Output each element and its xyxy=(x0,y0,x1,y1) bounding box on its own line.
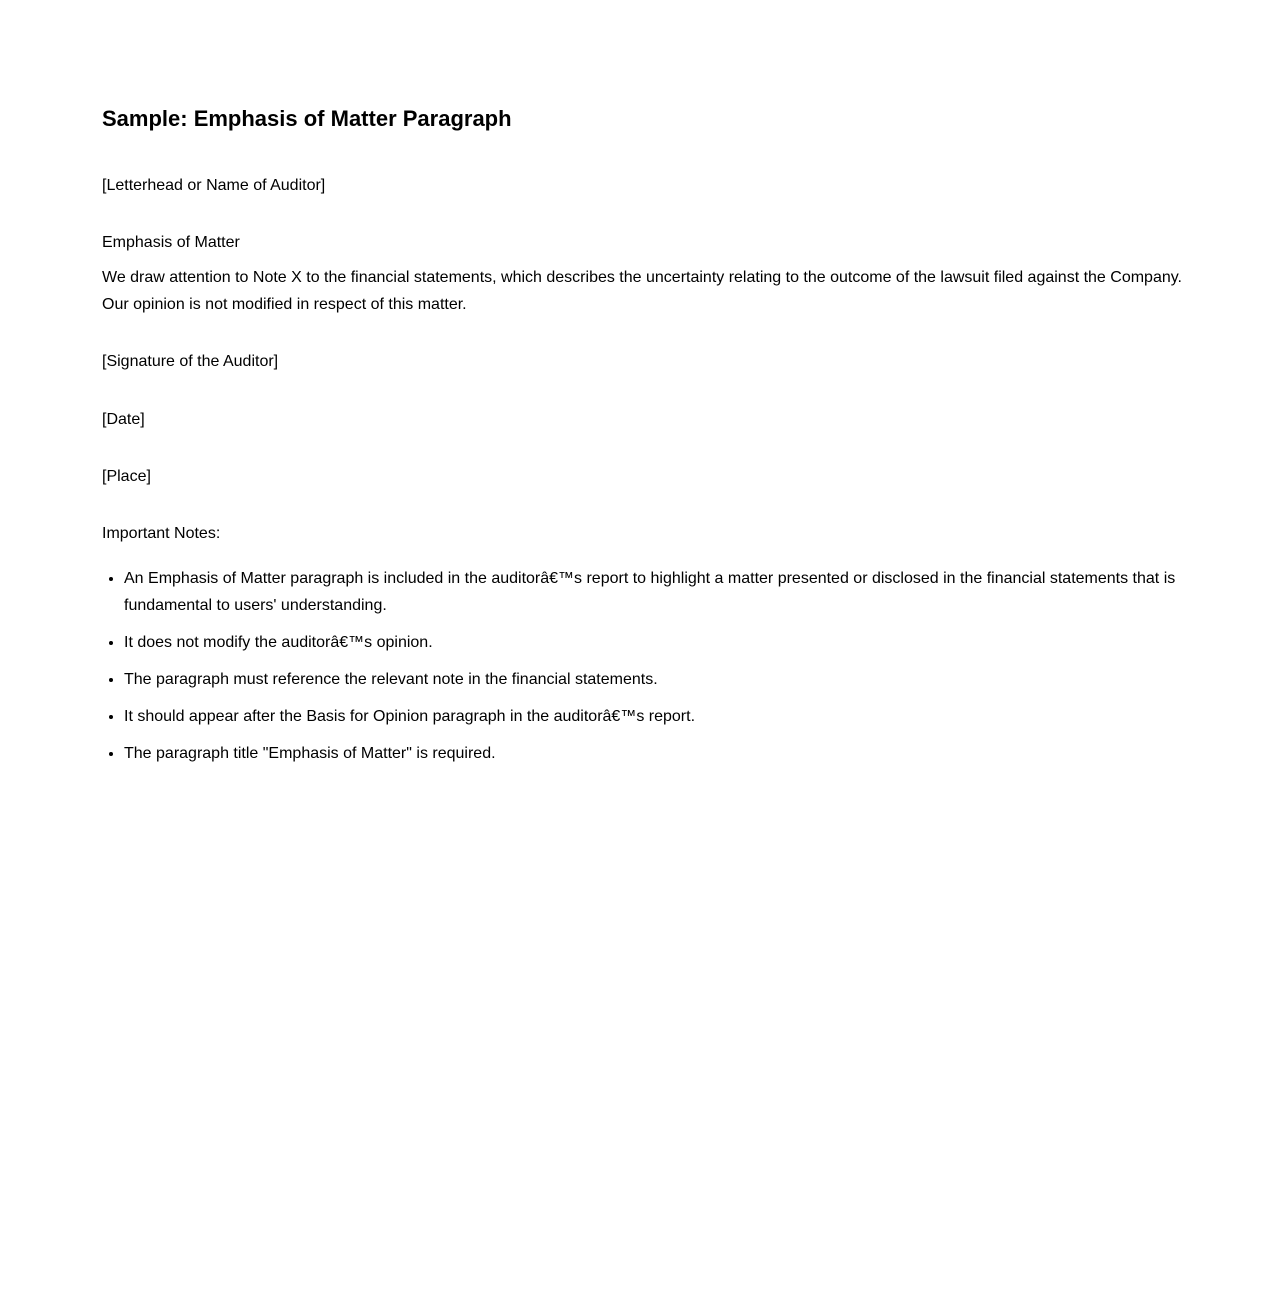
emphasis-paragraph: We draw attention to Note X to the financial statements, which describes the uncertainty relating to the outcome of the lawsuit filed against the Company. Our opinion is not modified in respect of this matter. xyxy=(102,269,1182,313)
section-heading: Emphasis of Matter xyxy=(102,234,240,251)
list-item: • It does not modify the auditorâ€™s opinion. xyxy=(124,629,1182,656)
page-title: Sample: Emphasis of Matter Paragraph xyxy=(102,106,512,131)
letterhead-placeholder: [Letterhead or Name of Auditor] xyxy=(102,177,326,194)
signature-placeholder: [Signature of the Auditor] xyxy=(102,353,279,370)
list-item: • The paragraph must reference the relevant note in the financial statements. xyxy=(124,666,1182,693)
list-item: • It should appear after the Basis for Opinion paragraph in the auditorâ€™s report. xyxy=(124,703,1182,730)
notes-heading: Important Notes: xyxy=(102,525,221,542)
list-item: • The paragraph title "Emphasis of Matter" is required. xyxy=(124,740,1182,767)
date-placeholder: [Date] xyxy=(102,411,145,428)
list-item: • An Emphasis of Matter paragraph is included in the auditorâ€™s report to highlight a matter presented or disclosed in the financial statements that is fundamental to users' understanding. xyxy=(124,565,1182,619)
notes-list xyxy=(102,565,1182,767)
place-placeholder: [Place] xyxy=(102,468,151,485)
